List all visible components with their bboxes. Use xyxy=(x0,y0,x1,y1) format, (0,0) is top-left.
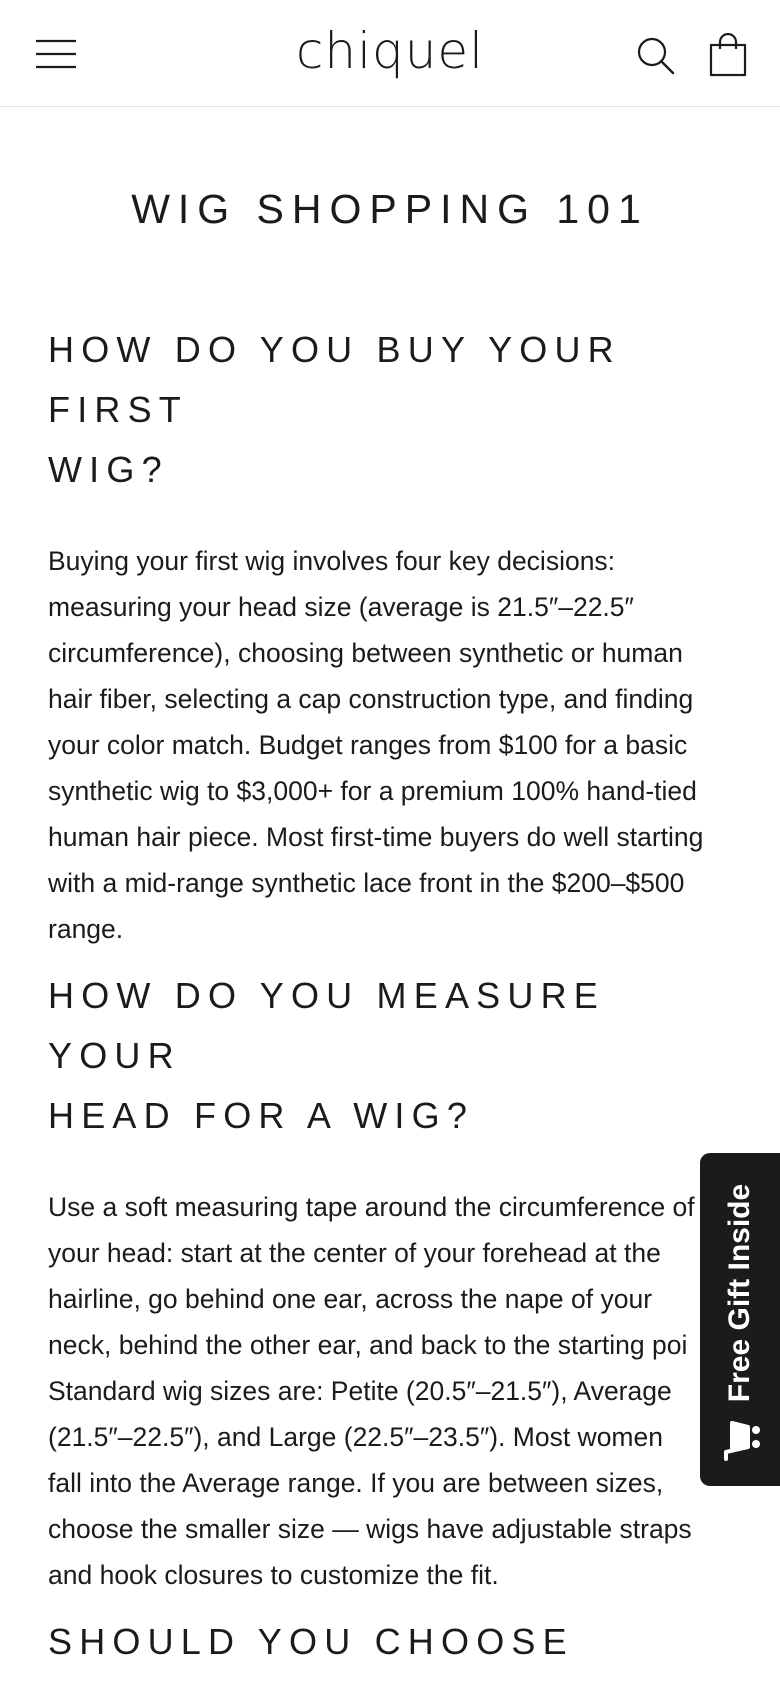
body-line: your head: start at the center of your forehead at the xyxy=(48,1238,661,1268)
site-header xyxy=(0,0,780,107)
search-button[interactable] xyxy=(630,30,682,82)
shopping-cart-icon xyxy=(720,1417,762,1463)
body-line: circumference), choosing between synthetic or human xyxy=(48,638,683,668)
shopping-bag-icon xyxy=(709,33,747,77)
section-heading xyxy=(48,966,738,1146)
faq-section-first-wig xyxy=(48,320,738,952)
heading-line: HOW DO YOU BUY YOUR FIRST xyxy=(48,329,621,430)
body-line: human hair piece. Most first-time buyers do well starting xyxy=(48,822,704,852)
faq-section-measure-head xyxy=(48,966,738,1598)
section-body xyxy=(48,1184,738,1598)
free-gift-label: Free Gift Inside xyxy=(723,1183,756,1403)
body-line: range. xyxy=(48,914,124,944)
faq-section-choose xyxy=(48,1612,738,1672)
heading-line: SHOULD YOU CHOOSE xyxy=(48,1621,574,1662)
body-line: synthetic wig to $3,000+ for a premium 100% hand-tied xyxy=(48,776,697,806)
free-gift-tab[interactable] xyxy=(700,1153,780,1486)
body-line: (21.5″–22.5″), and Large (22.5″–23.5″). Most women xyxy=(48,1422,663,1452)
body-line: with a mid-range synthetic lace front in the $200–$500 xyxy=(48,868,685,898)
body-line: hairline, go behind one ear, across the nape of your xyxy=(48,1284,653,1314)
search-icon xyxy=(636,36,676,76)
body-line: neck, behind the other ear, and back to the starting poi xyxy=(48,1330,688,1360)
body-line: your color match. Budget ranges from $100 for a basic xyxy=(48,730,688,760)
body-line: hair fiber, selecting a cap construction type, and finding xyxy=(48,684,694,714)
body-line: choose the smaller size — wigs have adjustable straps xyxy=(48,1514,692,1544)
body-line: fall into the Average range. If you are between sizes, xyxy=(48,1468,664,1498)
cart-button[interactable] xyxy=(702,28,754,82)
body-line: Buying your first wig involves four key decisions: xyxy=(48,546,616,576)
heading-line: WIG? xyxy=(48,449,169,490)
body-line: measuring your head size (average is 21.5″–22.5″ xyxy=(48,592,634,622)
section-heading xyxy=(48,1612,738,1672)
heading-line: HEAD FOR A WIG? xyxy=(48,1095,475,1136)
body-line: and hook closures to customize the fit. xyxy=(48,1560,499,1590)
section-body xyxy=(48,538,738,952)
section-heading xyxy=(48,320,738,500)
heading-line: HOW DO YOU MEASURE YOUR xyxy=(48,975,605,1076)
site-logo[interactable]: chiquel xyxy=(295,22,485,80)
body-line: Standard wig sizes are: Petite (20.5″–21.5″), Average xyxy=(48,1376,672,1406)
body-line: Use a soft measuring tape around the circumference of xyxy=(48,1192,695,1222)
page-title: WIG SHOPPING 101 xyxy=(131,186,649,232)
